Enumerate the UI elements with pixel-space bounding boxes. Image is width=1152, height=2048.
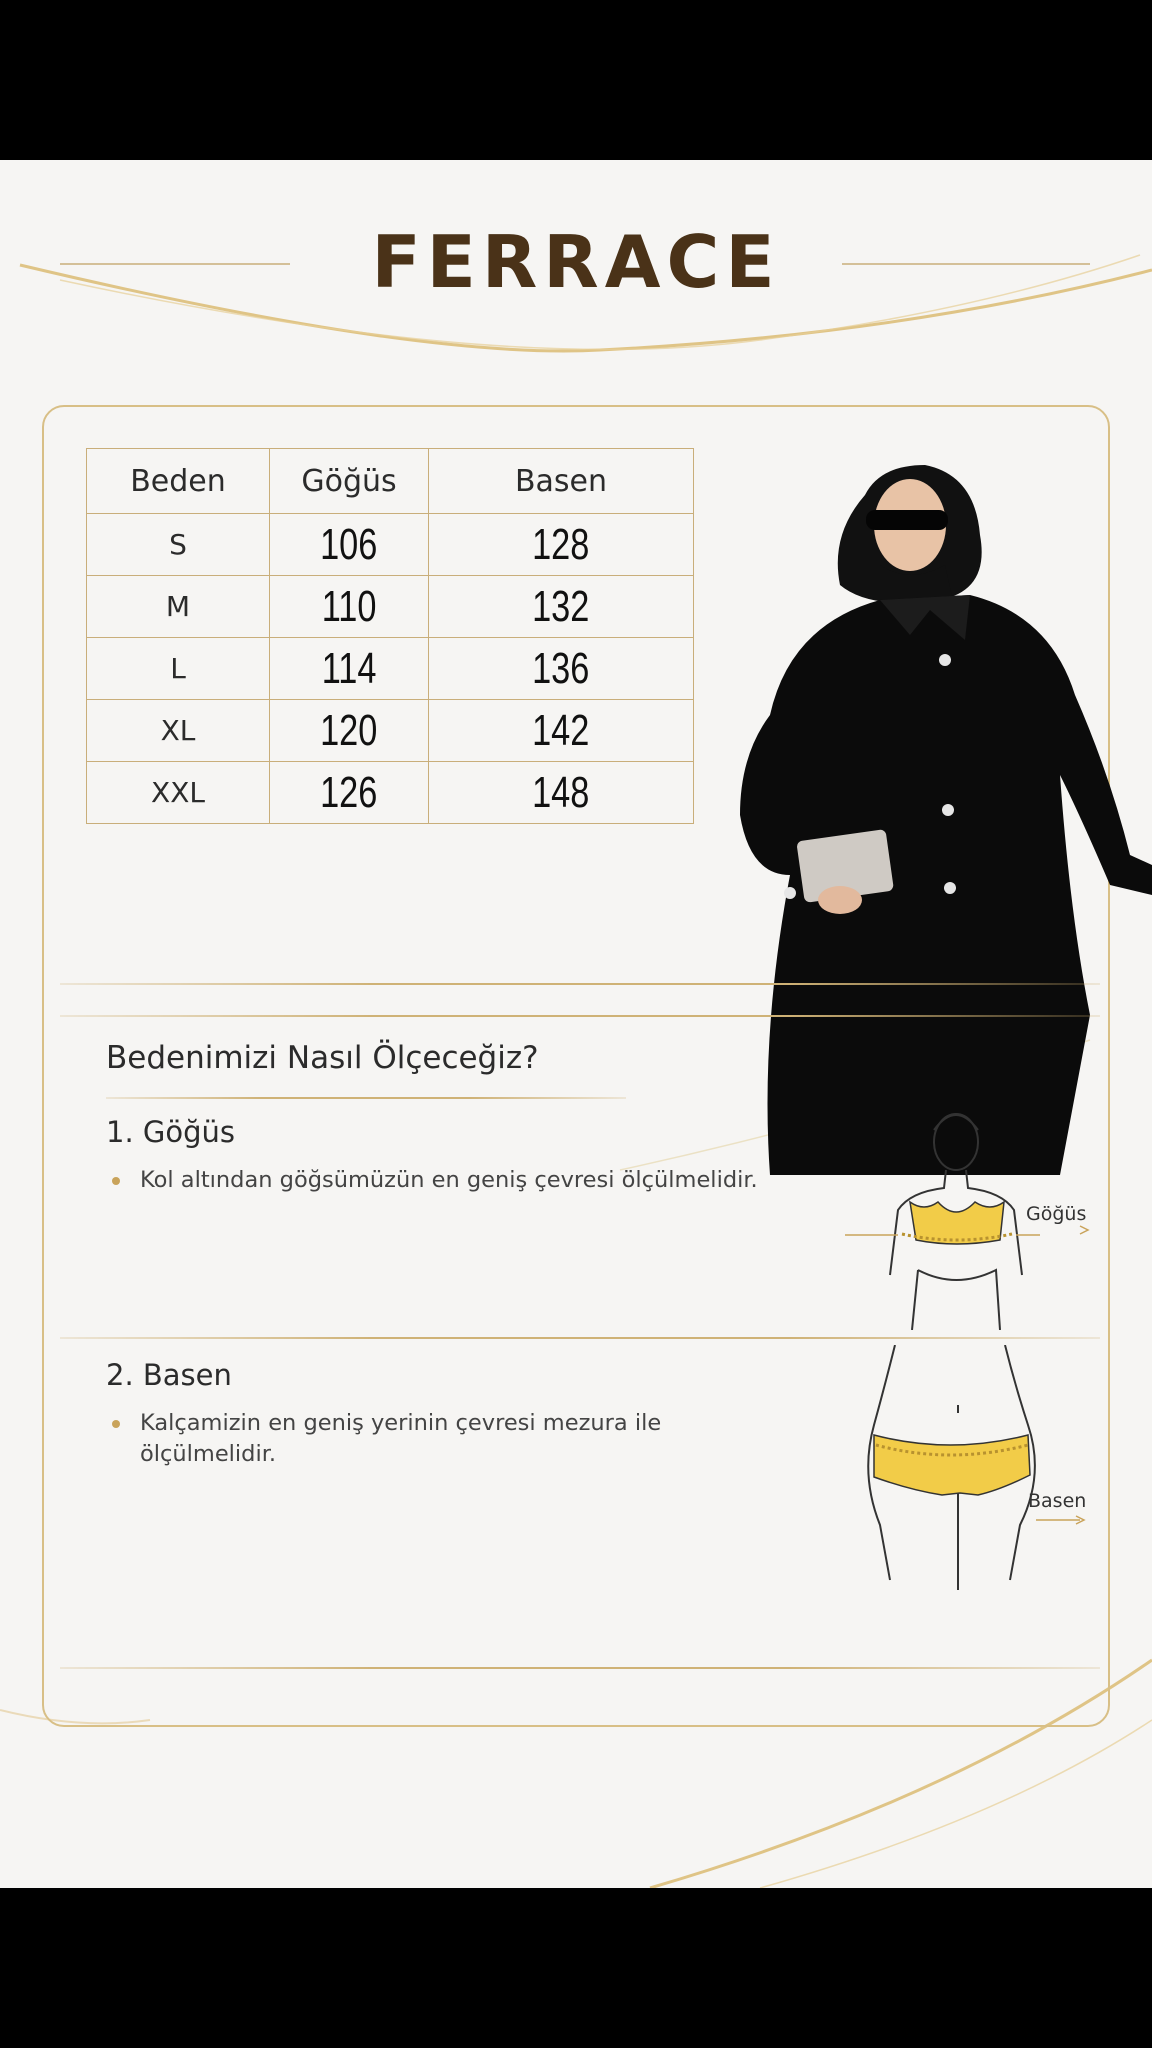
chest-value: 126 (320, 767, 378, 817)
table-row (87, 576, 694, 638)
sunglasses-icon (866, 510, 948, 530)
title-underline (106, 1097, 626, 1099)
size-cell: S (87, 514, 270, 576)
hip-cell (429, 700, 694, 762)
chest-cell (270, 514, 429, 576)
bullet-icon (112, 1420, 120, 1428)
table-header-row (87, 449, 694, 514)
column-header-size: Beden (87, 449, 270, 514)
chest-cell (270, 576, 429, 638)
size-cell: L (87, 638, 270, 700)
hip-instruction-text: Kalçamizin en geniş yerinin çevresi mezura ile ölçülmelidir. (140, 1410, 662, 1467)
chest-arrow-icon (1040, 1224, 1090, 1236)
chest-instruction (112, 1165, 760, 1196)
model-photo (730, 395, 1152, 1175)
table-row (87, 762, 694, 824)
hip-value: 132 (532, 581, 590, 631)
size-cell: XXL (87, 762, 270, 824)
hip-cell (429, 576, 694, 638)
hip-measure-figure (860, 1345, 1050, 1590)
how-to-measure-title: Bedenimizi Nasıl Ölçeceğiz? (106, 1040, 539, 1076)
table-row (87, 514, 694, 576)
chest-cell (270, 638, 429, 700)
chest-cell (270, 700, 429, 762)
chest-value: 106 (320, 519, 378, 569)
bra-shape (910, 1202, 1004, 1244)
hip-value: 136 (532, 643, 590, 693)
column-header-chest: Göğüs (270, 449, 429, 514)
chest-cell (270, 762, 429, 824)
hip-instruction (112, 1408, 760, 1470)
chest-value: 120 (320, 705, 378, 755)
section-title-chest: 1. Göğüs (106, 1115, 235, 1149)
table-row (87, 638, 694, 700)
chest-instruction-text: Kol altından göğsümüzün en geniş çevresi ölçülmelidir. (140, 1167, 758, 1193)
shorts-shape (874, 1435, 1030, 1495)
section-title-hip: 2. Basen (106, 1358, 232, 1392)
chest-figure-label: Göğüs (1026, 1203, 1087, 1225)
hip-arrow-icon (1036, 1514, 1086, 1526)
size-cell: XL (87, 700, 270, 762)
hip-value: 148 (532, 767, 590, 817)
hip-cell (429, 762, 694, 824)
hip-cell (429, 514, 694, 576)
size-chart-page (0, 160, 1152, 1888)
hip-value: 142 (532, 705, 590, 755)
divider (60, 983, 1100, 985)
brand-logo: FERRACE (371, 220, 781, 304)
table-row (87, 700, 694, 762)
chest-value: 114 (321, 643, 377, 693)
chest-measure-figure (840, 1100, 1040, 1330)
hip-value: 128 (532, 519, 590, 569)
hip-figure-label: Basen (1028, 1490, 1087, 1512)
divider (60, 1667, 1100, 1669)
bullet-icon (112, 1177, 120, 1185)
chest-value: 110 (321, 581, 377, 631)
hip-cell (429, 638, 694, 700)
size-table (86, 448, 694, 824)
column-header-hip: Basen (429, 449, 694, 514)
size-cell: M (87, 576, 270, 638)
divider (60, 1015, 1100, 1017)
divider (60, 1337, 1100, 1339)
